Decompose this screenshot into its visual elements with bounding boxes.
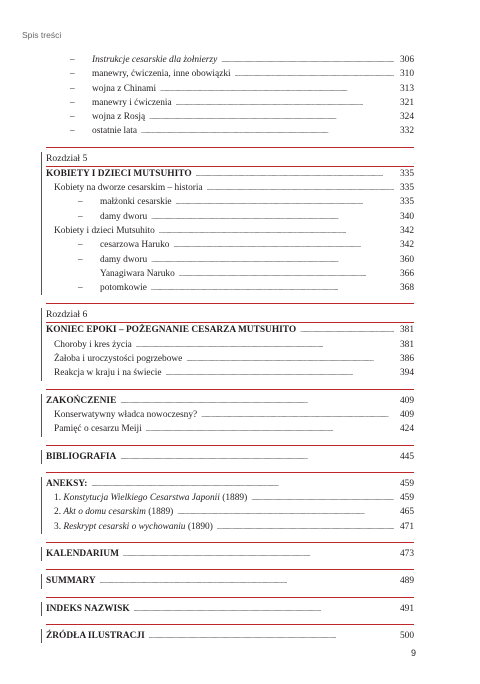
section-kalendarium xyxy=(41,547,414,561)
toc-entry[interactable] xyxy=(46,53,414,67)
section-divider xyxy=(46,569,414,570)
entry-title: cesarzowa Haruko xyxy=(100,240,170,251)
entry-page: 324 xyxy=(399,112,414,123)
toc-entry[interactable] xyxy=(46,338,414,352)
toc-entry[interactable] xyxy=(46,210,414,224)
toc-entry[interactable] xyxy=(46,67,414,81)
section-divider xyxy=(46,472,414,473)
entry-page: 342 xyxy=(399,240,414,251)
chapter-page: 381 xyxy=(399,325,414,336)
entry-page: 306 xyxy=(399,55,414,65)
leader-dots xyxy=(160,82,394,96)
section-page: 489 xyxy=(399,576,414,587)
leader-dots xyxy=(151,210,394,224)
leader-dots xyxy=(149,110,394,124)
leader-dots xyxy=(159,224,394,238)
leader-dots xyxy=(201,408,394,422)
entry-page: 394 xyxy=(399,368,414,379)
section-page: 473 xyxy=(399,549,414,560)
entry-suffix: (1889) xyxy=(145,507,174,518)
leader-dots xyxy=(141,124,394,138)
section-page: 491 xyxy=(399,603,414,614)
entry-page: 386 xyxy=(399,354,414,365)
entry-page: 310 xyxy=(399,69,414,80)
entry-page: 424 xyxy=(399,424,414,435)
section-title: BIBLIOGRAFIA xyxy=(46,451,117,462)
chapter-page: 335 xyxy=(399,168,414,179)
section-title-entry[interactable] xyxy=(46,394,414,408)
section-title: ŹRÓDŁA ILUSTRACJI xyxy=(46,630,145,641)
entry-number: 1. xyxy=(54,493,62,504)
leader-dots xyxy=(186,352,394,366)
entry-title xyxy=(54,520,213,534)
page-number: 9 xyxy=(410,648,416,658)
entry-page: 409 xyxy=(399,409,414,420)
entry-page: 335 xyxy=(399,197,414,208)
entry-title: Yanagiwara Naruko xyxy=(100,268,175,279)
leader-dots xyxy=(300,323,394,337)
section-title: ZAKOŃCZENIE xyxy=(46,395,117,406)
leader-dots xyxy=(176,96,394,110)
entry-suffix: (1889) xyxy=(219,493,248,504)
leader-dots xyxy=(120,394,394,408)
section-divider xyxy=(46,303,414,304)
running-head: Spis treści xyxy=(22,30,62,40)
toc-entry[interactable] xyxy=(46,505,414,519)
entry-dash: – xyxy=(70,112,75,123)
leader-dots xyxy=(123,547,394,561)
toc-entry[interactable] xyxy=(46,238,414,252)
entry-title: ostatnie lata xyxy=(92,126,138,137)
chapter-title: KONIEC EPOKI – POŻEGNANIE CESARZA MUTSUHITO xyxy=(46,325,297,336)
entry-title: damy dworu xyxy=(100,254,148,265)
toc-entry[interactable] xyxy=(46,224,414,238)
section-title-entry[interactable] xyxy=(46,602,414,616)
entry-dash: – xyxy=(70,55,75,65)
leader-dots xyxy=(91,477,394,491)
section-bibliografia xyxy=(41,450,414,464)
entry-page: 342 xyxy=(399,225,414,236)
entry-page: 381 xyxy=(399,339,414,350)
entry-dash: – xyxy=(70,126,75,137)
entry-page: 321 xyxy=(399,97,414,108)
entry-dash: – xyxy=(70,69,75,80)
entry-title: Kobiety na dworze cesarskim – historia xyxy=(54,183,203,194)
entry-page: 366 xyxy=(399,268,414,279)
entry-title: Choroby i kres życia xyxy=(54,339,132,350)
leader-dots xyxy=(235,67,394,81)
entry-page: 459 xyxy=(399,493,414,504)
entry-title: Pamięć o cesarzu Meiji xyxy=(54,424,142,435)
section-aneksy xyxy=(41,477,414,534)
entry-page: 340 xyxy=(399,211,414,222)
leader-dots xyxy=(151,253,394,267)
toc-entry[interactable] xyxy=(46,281,414,295)
leader-dots xyxy=(196,167,394,181)
leader-dots xyxy=(221,53,394,67)
chapter-title: KOBIETY I DZIECI MUTSUHITO xyxy=(46,168,192,179)
toc-entry[interactable] xyxy=(46,181,414,195)
entry-title: Konserwatywny władca nowoczesny? xyxy=(54,409,198,420)
leader-dots xyxy=(136,338,394,352)
chapter-title-entry[interactable] xyxy=(46,323,414,337)
entry-number: 2. xyxy=(54,507,62,518)
section-divider xyxy=(46,597,414,598)
entry-title: wojna z Chinami xyxy=(92,83,157,94)
section-divider xyxy=(46,445,414,446)
chapter-6 xyxy=(41,308,414,380)
toc-entry[interactable] xyxy=(46,253,414,267)
section-divider xyxy=(46,147,414,148)
leader-dots xyxy=(149,629,394,643)
entry-dash: – xyxy=(70,97,75,108)
entry-page: 332 xyxy=(399,126,414,137)
entry-title: damy dworu xyxy=(100,211,148,222)
entry-dash: – xyxy=(78,211,83,222)
entry-page: 360 xyxy=(399,254,414,265)
section-divider xyxy=(46,542,414,543)
leader-dots xyxy=(120,450,394,464)
entry-title: Żałoba i uroczystości pogrzebowe xyxy=(54,354,183,365)
chapter-label: Rozdział 6 xyxy=(46,309,88,321)
section-title-entry[interactable] xyxy=(46,477,414,491)
section-divider xyxy=(46,624,414,625)
entry-page: 471 xyxy=(399,521,414,532)
leader-dots xyxy=(251,491,394,505)
toc-entry[interactable] xyxy=(46,110,414,124)
entry-title: Kobiety i dzieci Mutsuhito xyxy=(54,225,155,236)
entry-dash: – xyxy=(78,240,83,251)
leader-dots xyxy=(100,574,394,588)
toc-entry[interactable] xyxy=(46,96,414,110)
toc-entry[interactable] xyxy=(46,408,414,422)
leader-dots xyxy=(146,422,394,436)
entry-title xyxy=(54,491,247,505)
table-of-contents xyxy=(46,53,414,643)
leader-dots xyxy=(176,195,394,209)
section-indeks xyxy=(41,602,414,616)
entry-title: wojna z Rosją xyxy=(92,112,146,123)
entry-title: małżonki cesarskie xyxy=(100,197,172,208)
entry-title xyxy=(54,505,173,519)
toc-entry[interactable] xyxy=(46,366,414,380)
section-page: 409 xyxy=(399,395,414,406)
toc-entry[interactable] xyxy=(46,520,414,534)
section-summary xyxy=(41,574,414,588)
entry-number: 3. xyxy=(54,521,62,532)
toc-entry[interactable] xyxy=(46,491,414,505)
leader-dots xyxy=(151,281,394,295)
entry-title: manewry i ćwiczenia xyxy=(92,97,172,108)
leader-dots xyxy=(174,238,395,252)
entry-title: Instrukcje cesarskie dla żołnierzy xyxy=(92,55,218,65)
entry-suffix: (1890) xyxy=(185,521,213,532)
toc-entry[interactable] xyxy=(46,352,414,366)
leader-dots xyxy=(166,366,394,380)
entry-page: 368 xyxy=(399,283,414,294)
toc-entry[interactable] xyxy=(46,195,414,209)
section-title: KALENDARIUM xyxy=(46,549,119,560)
entry-dash: – xyxy=(78,283,83,294)
section-divider xyxy=(46,389,414,390)
chapter-title-entry[interactable] xyxy=(46,167,414,181)
toc-entry[interactable] xyxy=(46,422,414,436)
section-title-entry[interactable] xyxy=(46,547,414,561)
entry-dash: – xyxy=(78,197,83,208)
entry-page: 335 xyxy=(399,183,414,194)
toc-entry[interactable] xyxy=(46,267,414,281)
chapter-5 xyxy=(41,152,414,296)
leader-dots xyxy=(177,505,394,519)
entry-title: potomkowie xyxy=(100,283,147,294)
chapter-label: Rozdział 5 xyxy=(46,152,88,164)
section-title: INDEKS NAZWISK xyxy=(46,603,130,614)
leader-dots xyxy=(217,520,394,534)
section-page: 500 xyxy=(399,630,414,641)
entry-dash: – xyxy=(70,83,75,94)
entry-title: manewry, ćwiczenia, inne obowiązki xyxy=(92,69,231,80)
leader-dots xyxy=(134,602,394,616)
section-zakonczenie xyxy=(41,394,414,437)
section-title: SUMMARY xyxy=(46,576,96,587)
section-title-entry[interactable] xyxy=(46,574,414,588)
toc-block-continued xyxy=(46,53,414,139)
toc-entry[interactable] xyxy=(46,82,414,96)
entry-title-italic: Konstytucja Wielkiego Cesarstwa Japonii xyxy=(63,493,220,504)
leader-dots xyxy=(207,181,394,195)
section-page: 459 xyxy=(399,478,414,489)
section-title-entry[interactable] xyxy=(46,629,414,643)
section-title: ANEKSY: xyxy=(46,478,88,489)
toc-entry[interactable] xyxy=(46,124,414,138)
entry-title: Reakcja w kraju i na świecie xyxy=(54,368,162,379)
section-page: 445 xyxy=(399,451,414,462)
leader-dots xyxy=(179,267,394,281)
entry-page: 313 xyxy=(399,83,414,94)
entry-title-italic: Reskrypt cesarski o wychowaniu xyxy=(63,521,186,532)
entry-page: 465 xyxy=(399,507,414,518)
entry-dash: – xyxy=(78,254,83,265)
section-title-entry[interactable] xyxy=(46,450,414,464)
entry-title-italic: Akt o domu cesarskim xyxy=(63,507,146,518)
section-zrodla xyxy=(41,629,414,643)
